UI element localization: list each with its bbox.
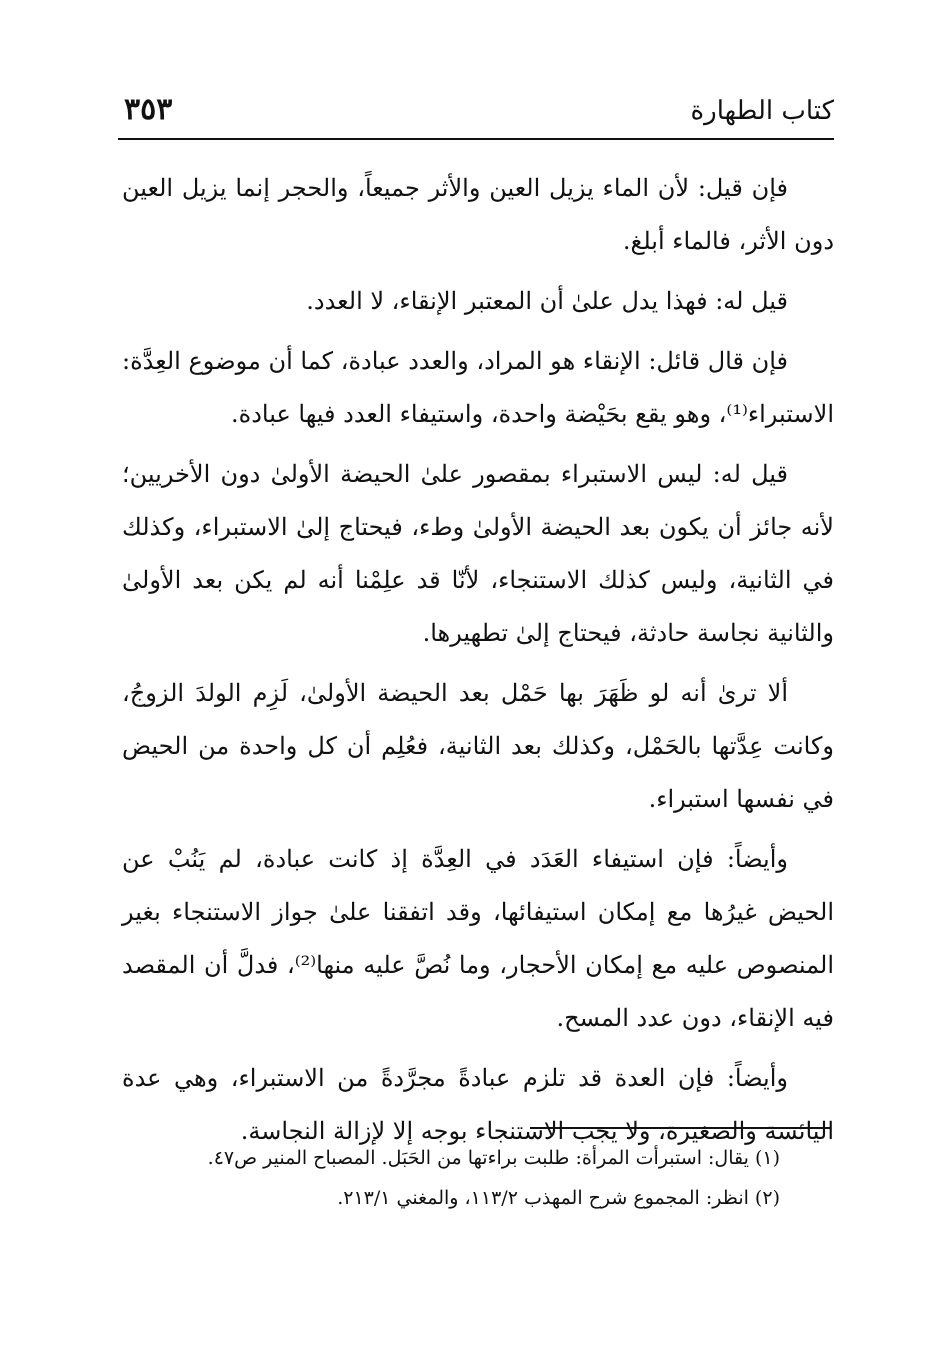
- paragraph: فإن قال قائل: الإنقاء هو المراد، والعدد عبادة، كما أن موضوع العِدَّة: الاستبراء⁽¹⁾، وهو يقع بحَيْضة واحدة، واستيفاء العدد فيها عبادة.: [122, 347, 834, 428]
- footnote-separator: [530, 1127, 830, 1129]
- paragraph: وأيضاً: فإن العدة قد تلزم عبادةً مجرَّدةً من الاستبراء، وهي عدة اليائسة والصغيرة، ولا يجب الاستنجاء بوجه إلا لإزالة النجاسة.: [122, 1064, 834, 1145]
- page-header: [118, 88, 834, 140]
- paragraph: وأيضاً: فإن استيفاء العَدَد في العِدَّة إذ كانت عبادة، لم يَنُبْ عن الحيض غيرُها مع إمكان استيفائها، وقد اتفقنا علىٰ جواز الاستنجاء بغير المنصوص عليه مع إمكان الأحجار، وما نُصَّ عليه منها⁽²⁾، فدلَّ أن المقصد فيه الإنقاء، دون عدد المسح.: [122, 845, 834, 1032]
- running-title: كتاب الطهارة: [690, 96, 834, 126]
- footnotes: [120, 1138, 780, 1218]
- paragraph: قيل له: ليس الاستبراء بمقصور علىٰ الحيضة الأولىٰ دون الأخريين؛ لأنه جائز أن يكون بعد الحيضة الأولىٰ وطء، فيحتاج إلىٰ الاستبراء، وكذلك في الثانية، وليس كذلك الاستنجاء، لأنّا قد علِمْنا أنه لم يكن بعد الأولىٰ والثانية نجاسة حادثة، فيحتاج إلىٰ تطهيرها.: [122, 460, 834, 647]
- paragraph: ألا ترىٰ أنه لو ظَهَرَ بها حَمْل بعد الحيضة الأولىٰ، لَزِم الولدَ الزوجُ، وكانت عِدَّتها بالحَمْل، وكذلك بعد الثانية، فعُلِم أن كل واحدة من الحيض في نفسها استبراء.: [122, 679, 834, 813]
- paragraph: قيل له: فهذا يدل علىٰ أن المعتبر الإنقاء، لا العدد.: [306, 287, 788, 315]
- footnote: (٢) انظر: المجموع شرح المهذب ١١٣/٢، والمغني ٢١٣/١.: [337, 1187, 780, 1209]
- main-text: [122, 162, 834, 1165]
- footnote: (١) يقال: استبرأت المرأة: طلبت براءتها من الحَبَل. المصباح المنير ص٤٧.: [207, 1147, 780, 1169]
- page-number: ٣٥٣: [124, 92, 173, 127]
- paragraph: فإن قيل: لأن الماء يزيل العين والأثر جميعاً، والحجر إنما يزيل العين دون الأثر، فالماء أبلغ.: [122, 174, 834, 255]
